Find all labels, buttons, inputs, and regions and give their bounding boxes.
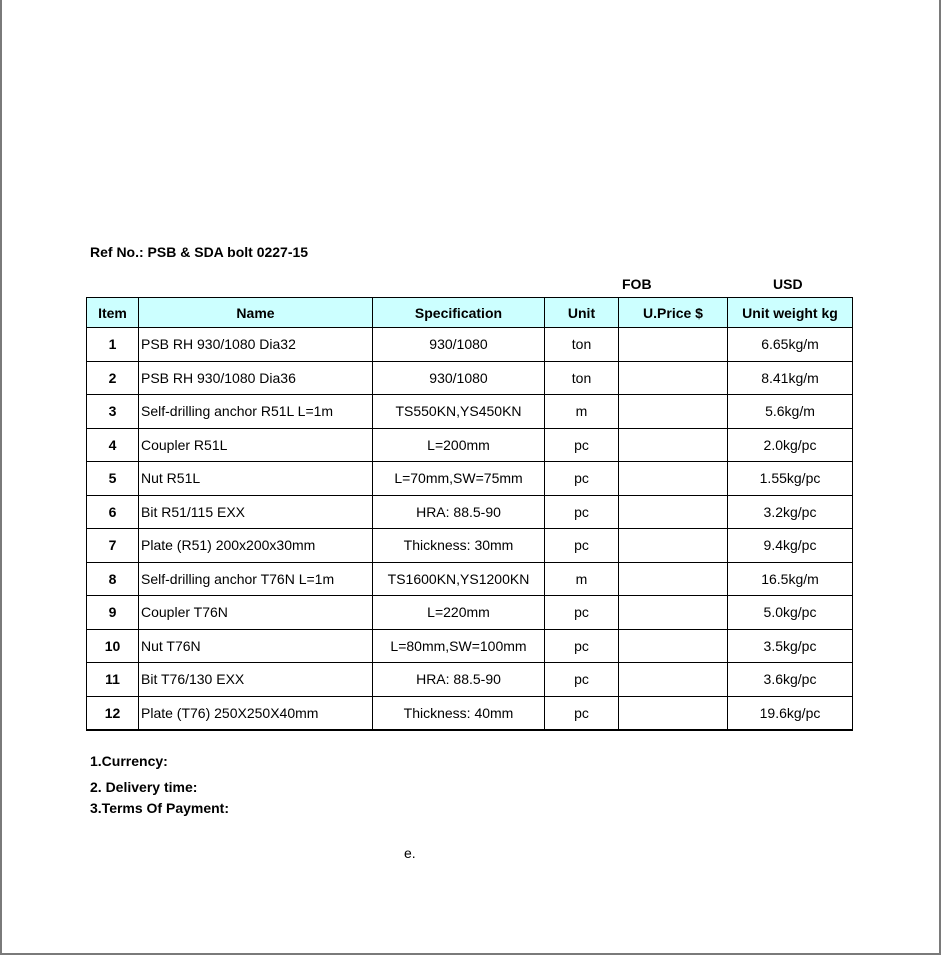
cell-unit-price <box>619 696 728 730</box>
cell-specification: L=220mm <box>373 596 545 630</box>
cell-unit: m <box>545 562 619 596</box>
currency-term: 1.Currency: <box>90 753 168 769</box>
cell-name: PSB RH 930/1080 Dia36 <box>139 361 373 395</box>
cell-unit-weight: 5.6kg/m <box>728 395 853 429</box>
cell-unit: pc <box>545 696 619 730</box>
cell-name: Bit T76/130 EXX <box>139 663 373 697</box>
cell-unit: m <box>545 395 619 429</box>
cell-unit-price <box>619 596 728 630</box>
table-row <box>87 462 853 496</box>
cell-name: Nut R51L <box>139 462 373 496</box>
header-name: Name <box>139 298 373 328</box>
cell-item: 8 <box>87 562 139 596</box>
table-header-row <box>87 298 853 328</box>
cell-specification: Thickness: 30mm <box>373 529 545 563</box>
payment-term: 3.Terms Of Payment: <box>90 800 230 816</box>
table-row <box>87 495 853 529</box>
cell-unit: ton <box>545 328 619 362</box>
cell-unit-price <box>619 529 728 563</box>
header-specification: Specification <box>373 298 545 328</box>
cell-item: 4 <box>87 428 139 462</box>
cell-unit: pc <box>545 629 619 663</box>
cell-unit: pc <box>545 663 619 697</box>
cell-item: 6 <box>87 495 139 529</box>
cell-item: 10 <box>87 629 139 663</box>
reference-number: Ref No.: PSB & SDA bolt 0227-15 <box>90 244 309 260</box>
cell-unit-price <box>619 495 728 529</box>
table-row <box>87 361 853 395</box>
table-row <box>87 395 853 429</box>
cell-unit-weight: 8.41kg/m <box>728 361 853 395</box>
table-row <box>87 562 853 596</box>
header-unit-price: U.Price $ <box>619 298 728 328</box>
table-row <box>87 529 853 563</box>
cell-name: Bit R51/115 EXX <box>139 495 373 529</box>
quotation-table <box>86 297 853 731</box>
table-row <box>87 629 853 663</box>
usd-label: USD <box>773 276 803 292</box>
cell-name: Plate (T76) 250X250X40mm <box>139 696 373 730</box>
cell-item: 1 <box>87 328 139 362</box>
cell-unit: pc <box>545 495 619 529</box>
cell-unit: pc <box>545 428 619 462</box>
table-row <box>87 328 853 362</box>
cell-item: 3 <box>87 395 139 429</box>
table-row <box>87 663 853 697</box>
cell-unit-weight: 1.55kg/pc <box>728 462 853 496</box>
cell-specification: L=200mm <box>373 428 545 462</box>
cell-name: Coupler T76N <box>139 596 373 630</box>
cell-name: PSB RH 930/1080 Dia32 <box>139 328 373 362</box>
cell-specification: L=70mm,SW=75mm <box>373 462 545 496</box>
cell-unit: pc <box>545 529 619 563</box>
cell-unit-price <box>619 562 728 596</box>
cell-item: 2 <box>87 361 139 395</box>
cell-unit-weight: 19.6kg/pc <box>728 696 853 730</box>
cell-name: Coupler R51L <box>139 428 373 462</box>
cell-specification: 930/1080 <box>373 328 545 362</box>
cell-unit-price <box>619 629 728 663</box>
cell-item: 5 <box>87 462 139 496</box>
cell-specification: HRA: 88.5-90 <box>373 495 545 529</box>
cell-item: 7 <box>87 529 139 563</box>
cell-item: 9 <box>87 596 139 630</box>
cell-specification: TS550KN,YS450KN <box>373 395 545 429</box>
cell-name: Nut T76N <box>139 629 373 663</box>
cell-unit-price <box>619 361 728 395</box>
fob-label: FOB <box>622 276 652 292</box>
table-body <box>87 328 853 731</box>
delivery-term: 2. Delivery time: <box>90 779 198 795</box>
header-unit-weight: Unit weight kg <box>728 298 853 328</box>
table-row <box>87 596 853 630</box>
header-unit: Unit <box>545 298 619 328</box>
cell-item: 11 <box>87 663 139 697</box>
cell-specification: HRA: 88.5-90 <box>373 663 545 697</box>
cell-unit: pc <box>545 462 619 496</box>
cell-unit-weight: 6.65kg/m <box>728 328 853 362</box>
header-item: Item <box>87 298 139 328</box>
cell-unit: pc <box>545 596 619 630</box>
cell-specification: TS1600KN,YS1200KN <box>373 562 545 596</box>
cell-unit-price <box>619 663 728 697</box>
table-row <box>87 428 853 462</box>
cell-unit: ton <box>545 361 619 395</box>
cell-unit-weight: 2.0kg/pc <box>728 428 853 462</box>
table-row <box>87 696 853 730</box>
cell-unit-price <box>619 462 728 496</box>
cell-unit-weight: 3.6kg/pc <box>728 663 853 697</box>
cell-unit-weight: 3.5kg/pc <box>728 629 853 663</box>
footer-text: e. <box>404 845 416 861</box>
cell-unit-price <box>619 428 728 462</box>
cell-specification: L=80mm,SW=100mm <box>373 629 545 663</box>
cell-unit-weight: 16.5kg/m <box>728 562 853 596</box>
cell-name: Self-drilling anchor R51L L=1m <box>139 395 373 429</box>
cell-name: Self-drilling anchor T76N L=1m <box>139 562 373 596</box>
cell-unit-weight: 9.4kg/pc <box>728 529 853 563</box>
cell-unit-price <box>619 328 728 362</box>
cell-specification: Thickness: 40mm <box>373 696 545 730</box>
cell-unit-weight: 5.0kg/pc <box>728 596 853 630</box>
cell-unit-price <box>619 395 728 429</box>
cell-specification: 930/1080 <box>373 361 545 395</box>
cell-item: 12 <box>87 696 139 730</box>
cell-unit-weight: 3.2kg/pc <box>728 495 853 529</box>
cell-name: Plate (R51) 200x200x30mm <box>139 529 373 563</box>
